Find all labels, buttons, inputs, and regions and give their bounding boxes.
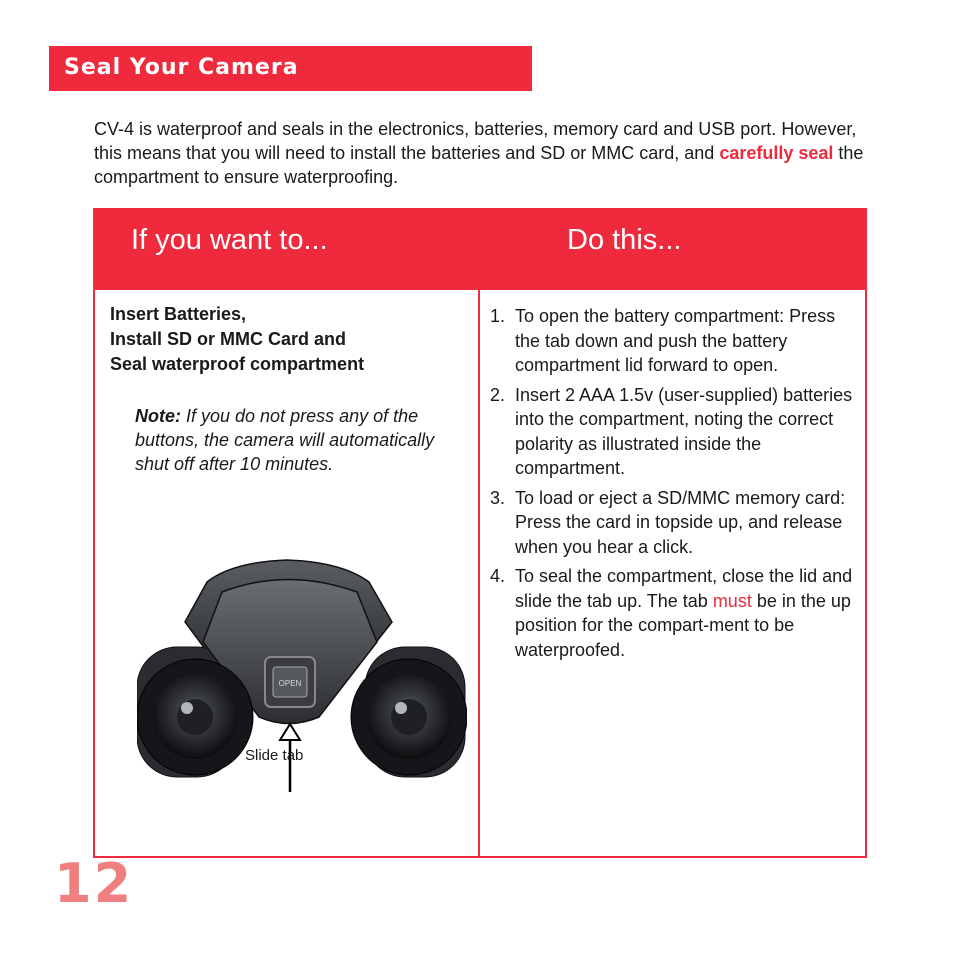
step-number: 1. [490,306,506,326]
steps-list [490,304,860,667]
intro-text-end: the compartment to ensure waterproofing. [94,143,864,187]
right-column-header [480,210,865,290]
step-number: 2. [490,384,506,405]
instructions-table [93,208,867,858]
step-item [490,304,860,378]
left-column-header [95,210,478,290]
step-item [490,564,860,662]
step-text-start: To seal the compartment, close the lid and slide the tab up. The tab [515,566,853,611]
section-title: Seal Your Camera [64,55,299,80]
step-number: 4. [490,566,506,586]
open-tab-label: OPEN [278,679,302,688]
task-line: Seal waterproof compartment [110,354,365,374]
step-item [490,383,860,481]
task-description [110,302,364,377]
page-number: 12 [54,852,134,915]
column-divider [478,210,480,856]
step-number: 3. [490,487,506,508]
step-highlight: must [712,590,752,611]
camera-illustration [137,552,467,802]
left-header-label: If you want to... [131,224,328,256]
task-line: Insert Batteries, [110,304,247,324]
note-text: If you do not press any of the buttons, the camera will automatically shut off after 10 minutes. [135,406,435,474]
task-line: Install SD or MMC Card and [110,329,347,349]
step-text-end: be in the up position for the compart-ment to be waterproofed. [515,590,851,660]
intro-highlight: carefully seal [719,143,834,163]
right-header-label: Do this... [567,224,682,256]
slide-tab-label: Slide tab [245,747,304,764]
step-text: To open the battery compartment: Press the tab down and push the battery compartment lid forward to open. [515,306,836,375]
step-text: Insert 2 AAA 1.5v (user-supplied) batteries into the compartment, noting the correct polarity as illustrated inside the compartment. [515,384,853,478]
intro-text-start: CV-4 is waterproof and seals in the electronics, batteries, memory card and USB port. However, this means that you will need to install the batteries and SD or MMC card, and [94,119,857,163]
intro-paragraph [94,117,864,189]
step-text: To load or eject a SD/MMC memory card: Press the card in topside up, and release when you hear a click. [515,487,846,557]
section-header-bar [49,46,532,91]
note-label: Note: [135,406,181,426]
step-item [490,486,860,560]
note [135,404,435,476]
